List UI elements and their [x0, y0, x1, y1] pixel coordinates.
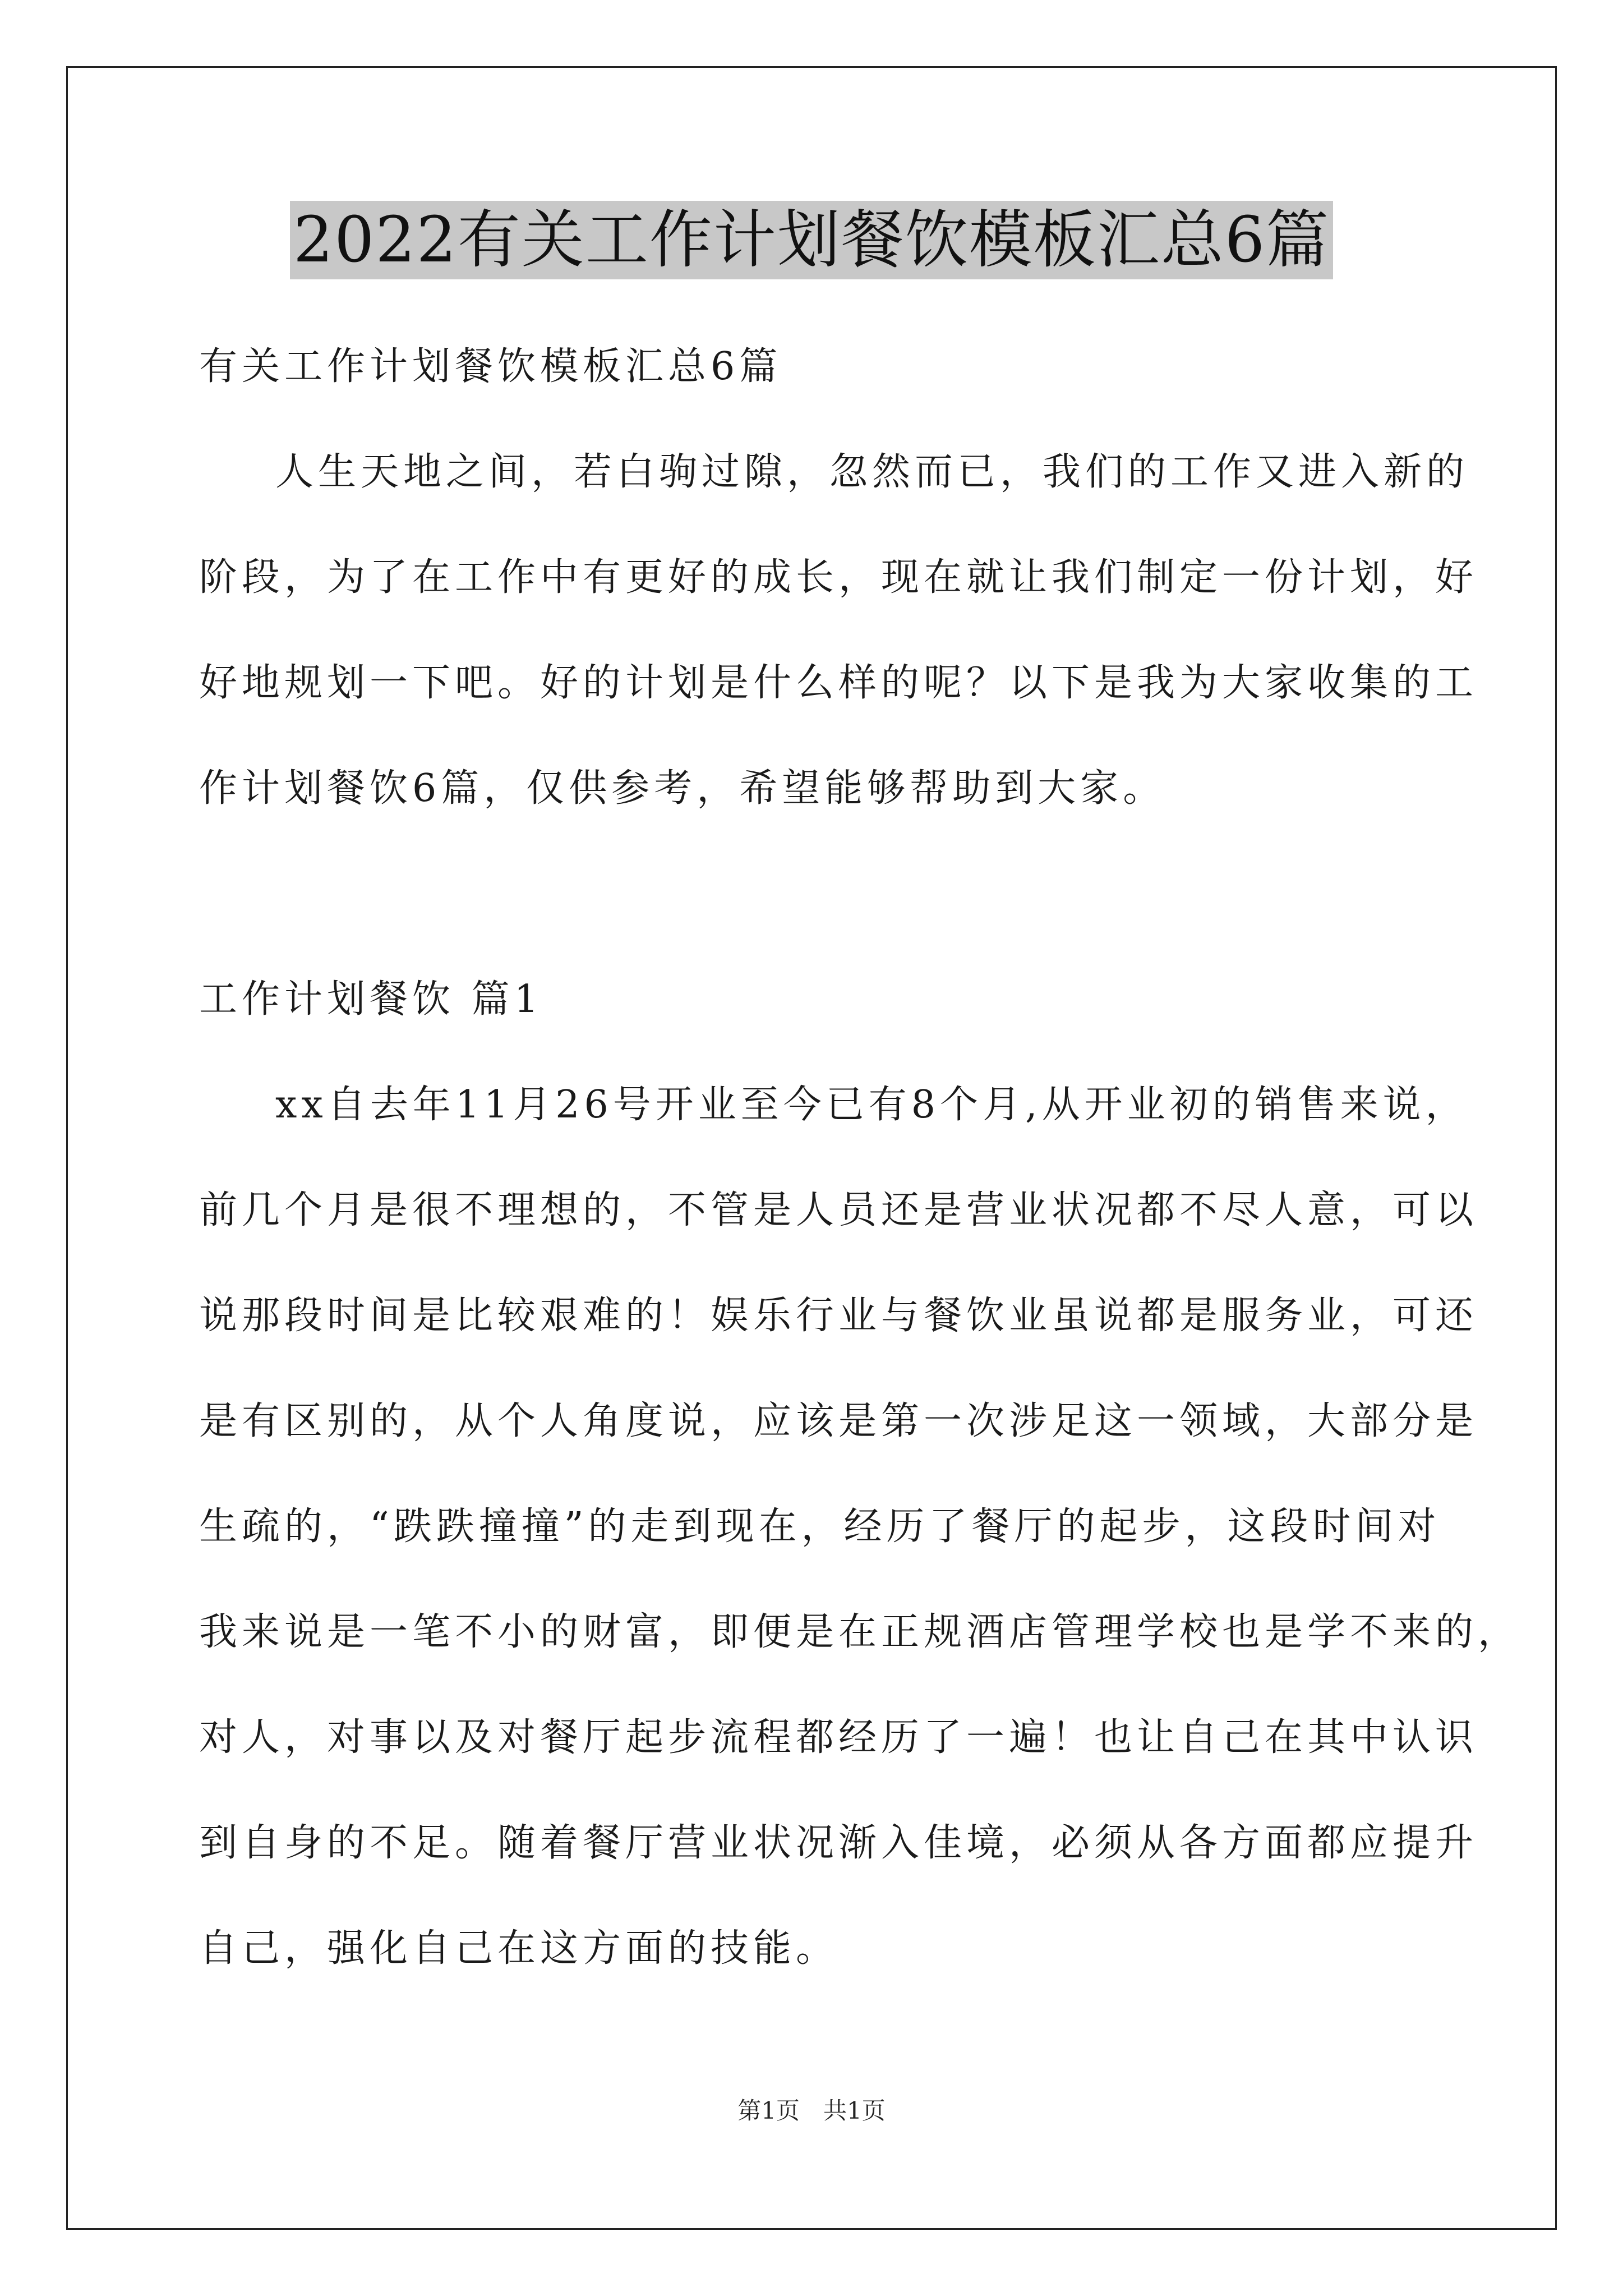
- paragraph-line: 作计划餐饮6篇，仅供参考，希望能够帮助到大家。: [199, 766, 1166, 811]
- paragraph-line: 自己，强化自己在这方面的技能。: [199, 1926, 839, 1971]
- document-subtitle: 有关工作计划餐饮模板汇总6篇: [199, 344, 782, 389]
- paragraph-line: 是有区别的，从个人角度说，应该是第一次涉足这一领域，大部分是: [199, 1399, 1478, 1443]
- page-footer: 第1页 共1页: [737, 2097, 886, 2124]
- paragraph-line: 生疏的，“跌跌撞撞”的走到现在，经历了餐厅的起步，这段时间对: [199, 1504, 1441, 1549]
- paragraph-line: 阶段，为了在工作中有更好的成长，现在就让我们制定一份计划，好: [199, 555, 1478, 600]
- paragraph-line: 好地规划一下吧。好的计划是什么样的呢？以下是我为大家收集的工: [199, 661, 1478, 705]
- paragraph-line: 我来说是一笔不小的财富，即便是在正规酒店管理学校也是学不来的，: [199, 1610, 1521, 1654]
- paragraph-line: 到自身的不足。随着餐厅营业状况渐入佳境，必须从各方面都应提升: [199, 1821, 1478, 1865]
- paragraph-line: 前几个月是很不理想的，不管是人员还是营业状况都不尽人意，可以: [199, 1188, 1478, 1232]
- paragraph-line: 人生天地之间，若白驹过隙，忽然而已，我们的工作又进入新的: [275, 450, 1469, 494]
- title-container: [0, 201, 1623, 279]
- paragraph-spacer: [199, 841, 1427, 947]
- section-heading: 工作计划餐饮 篇1: [199, 977, 543, 1022]
- paragraph-line: 对人，对事以及对餐厅起步流程都经历了一遍！也让自己在其中认识: [199, 1715, 1478, 1760]
- paragraph-line: xx自去年11月26号开业至今已有8个月,从开业初的销售来说，: [275, 1083, 1468, 1127]
- document-title: 2022有关工作计划餐饮模板汇总6篇: [290, 201, 1333, 279]
- document-body: [199, 314, 1521, 2001]
- paragraph-line: 说那段时间是比较艰难的！娱乐行业与餐饮业虽说都是服务业，可还: [199, 1294, 1478, 1338]
